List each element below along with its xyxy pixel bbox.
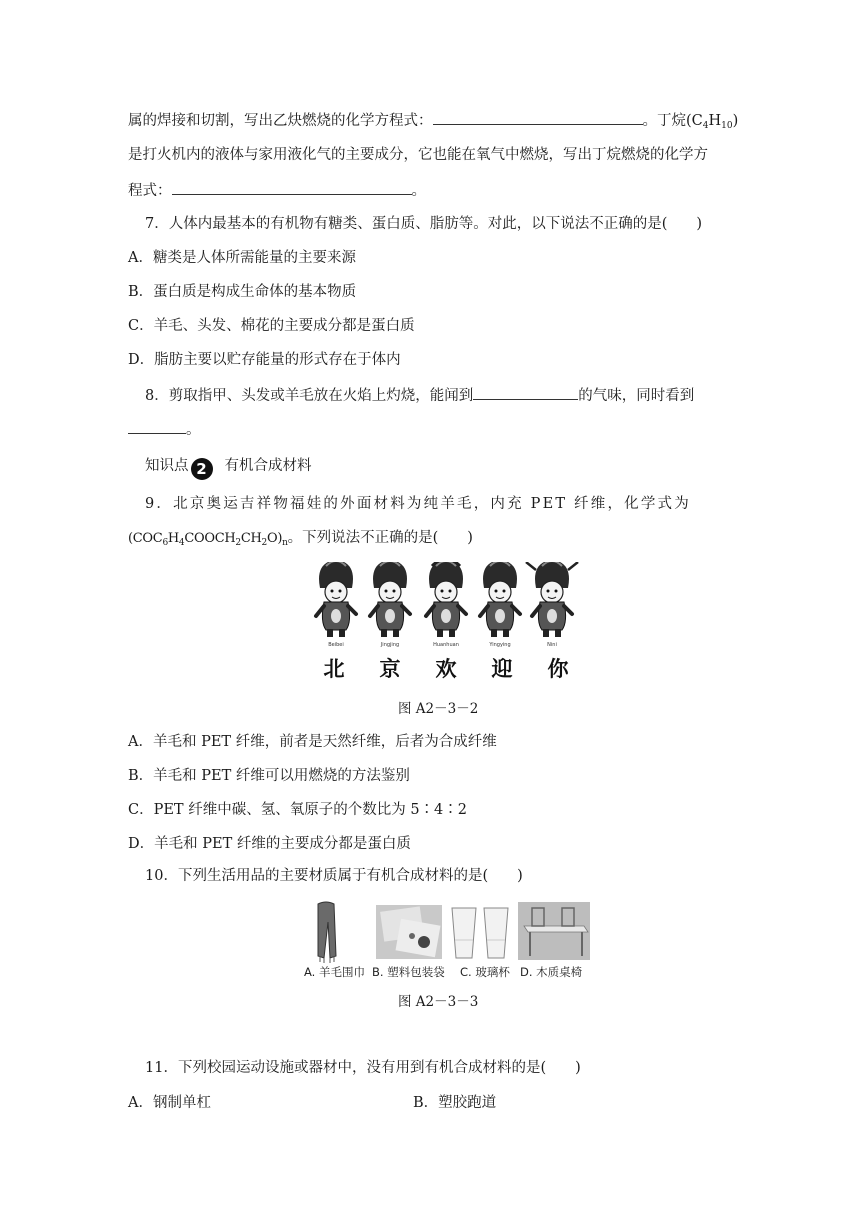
q8-line1-start: 8．剪取指甲、头发或羊毛放在火焰上灼烧，能闻到 bbox=[145, 388, 474, 404]
q8-line1 bbox=[145, 385, 694, 406]
q10-stem: 10．下列生活用品的主要材质属于有机合成材料的是( ) bbox=[145, 868, 523, 884]
q8-line2-end: 。 bbox=[186, 422, 201, 438]
section-heading bbox=[145, 456, 312, 480]
q6-c-subscript: 4 bbox=[702, 121, 709, 131]
item-label-c: C. 玻璃杯 bbox=[460, 965, 510, 979]
q6-line3-end: 。 bbox=[411, 183, 426, 199]
q11-stem: 11．下列校园运动设施或器材中，没有用到有机合成材料的是( ) bbox=[145, 1060, 581, 1076]
section-number-badge: 2 bbox=[191, 458, 213, 480]
q7-option-b: B．蛋白质是构成生命体的基本物质 bbox=[128, 284, 357, 300]
section-title: 有机合成材料 bbox=[224, 458, 312, 474]
q9-option-d: D．羊毛和 PET 纤维的主要成分都是蛋白质 bbox=[128, 836, 411, 852]
fuwa-huanhuan bbox=[426, 562, 466, 637]
q9-line2-rest: 。下列说法不正确的是( ) bbox=[287, 530, 473, 546]
q9-option-a: A．羊毛和 PET 纤维，前者是天然纤维，后者为合成纤维 bbox=[128, 734, 497, 750]
q9-option-b: B．羊毛和 PET 纤维可以用燃烧的方法鉴别 bbox=[128, 768, 410, 784]
q6-close-paren: ) bbox=[732, 113, 739, 129]
q7-option-d: D．脂肪主要以贮存能量的形式存在于体内 bbox=[128, 352, 401, 368]
q11-option-b: B．塑胶跑道 bbox=[413, 1095, 497, 1111]
fuwa-mascots-figure bbox=[306, 562, 584, 684]
household-items-figure bbox=[300, 900, 592, 980]
q7-option-a: A．糖类是人体所需能量的主要来源 bbox=[128, 250, 356, 266]
q6-line1 bbox=[128, 110, 738, 131]
q8-smell-answer-blank[interactable] bbox=[473, 385, 578, 400]
plastic-bag-image bbox=[376, 905, 442, 959]
q9-line1: 9．北京奥运吉祥物福娃的外面材料为纯羊毛，内充 PET 纤维，化学式为 bbox=[145, 496, 691, 512]
q9-option-c: C．PET 纤维中碳、氢、氧原子的个数比为 5∶4∶2 bbox=[128, 802, 467, 818]
q6-line1-end: 。丁烷(C bbox=[642, 113, 703, 129]
q6-line3-start: 程式： bbox=[128, 183, 172, 199]
fuwa-name-4: Nini bbox=[547, 642, 557, 648]
q7-stem: 7．人体内最基本的有机物有糖类、蛋白质、脂肪等。对此，以下说法不正确的是( ) bbox=[145, 216, 703, 232]
item-label-d: D. 木质桌椅 bbox=[520, 965, 583, 979]
fuwa-char-0: 北 bbox=[323, 656, 345, 681]
q6-line3 bbox=[128, 180, 426, 201]
wooden-furniture-image bbox=[518, 902, 590, 960]
q6-line2: 是打火机内的液体与家用液化气的主要成分，它也能在氧气中燃烧，写出丁烷燃烧的化学方 bbox=[128, 147, 708, 163]
q8-line1-end: 的气味，同时看到 bbox=[578, 388, 695, 404]
fuwa-char-4: 你 bbox=[547, 656, 569, 681]
fuwa-char-2: 欢 bbox=[435, 656, 457, 681]
fuwa-char-1: 京 bbox=[379, 656, 401, 681]
fuwa-name-0: Beibei bbox=[328, 642, 344, 648]
q8-observation-answer-blank[interactable] bbox=[128, 419, 186, 434]
q9-line2 bbox=[128, 528, 473, 549]
q7-option-c: C．羊毛、头发、棉花的主要成分都是蛋白质 bbox=[128, 318, 415, 334]
q6-acetylene-answer-blank[interactable] bbox=[433, 110, 643, 125]
fuwa-name-3: Yingying bbox=[489, 642, 511, 648]
glass-cup-image bbox=[452, 908, 508, 958]
q6-h: H bbox=[708, 113, 722, 129]
fuwa-char-3: 迎 bbox=[491, 656, 513, 681]
fuwa-name-1: Jingjing bbox=[380, 642, 400, 648]
fuwa-yingying bbox=[480, 562, 520, 637]
wool-scarf-image bbox=[318, 902, 336, 963]
item-label-a: A. 羊毛围巾 bbox=[304, 965, 365, 979]
item-label-b: B. 塑料包装袋 bbox=[372, 965, 445, 979]
fuwa-nini bbox=[526, 562, 578, 637]
q11-option-a: A．钢制单杠 bbox=[128, 1095, 211, 1111]
fuwa-name-2: Huanhuan bbox=[433, 642, 459, 648]
section-prefix: 知识点 bbox=[145, 458, 189, 474]
fuwa-jingjing bbox=[370, 562, 410, 637]
q6-butane-answer-blank[interactable] bbox=[172, 180, 412, 195]
q6-h-subscript: 10 bbox=[721, 121, 733, 131]
q8-line2 bbox=[128, 419, 201, 440]
q6-line1-text: 属的焊接和切割，写出乙炔燃烧的化学方程式： bbox=[128, 113, 433, 129]
fuwa-beibei bbox=[316, 562, 356, 637]
q9-formula: $(COC_6H_4COOCH_2CH_2O)_n$ bbox=[128, 531, 288, 548]
figure-caption-a2-3-2: 图 A2－3－2 bbox=[398, 701, 479, 717]
figure-caption-a2-3-3: 图 A2－3－3 bbox=[398, 994, 479, 1010]
